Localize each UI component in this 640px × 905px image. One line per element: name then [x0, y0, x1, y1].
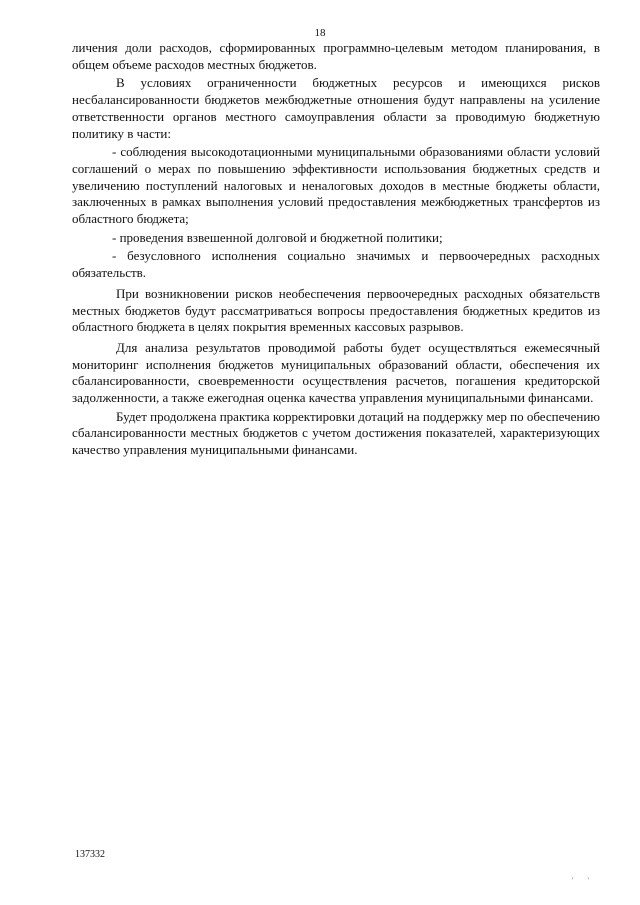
- list-item-agreements: - соблюдения высокодотационными муниципальными образованиями области условий соглашений о мерах по повышению эффективности использования бюджетных средств и увеличению поступлений налоговых и неналоговых доходов в местные бюджеты области, заключенных в рамках выполнения условий предоставления межбюджетных трансфертов из областного бюджета;: [72, 144, 600, 227]
- document-body: [72, 40, 600, 461]
- paragraph-monitoring: Для анализа результатов проводимой работы будет осуществляться ежемесячный мониторинг исполнения бюджетов муниципальных образований области, обеспечения их сбалансированности, своевременности осуществления расчетов, погашения кредиторской задолженности, а также ежегодная оценка качества управления муниципальными финансами.: [72, 339, 600, 406]
- page-number: 18: [314, 27, 326, 39]
- list-item-obligations: - безусловного исполнения социально значимых и первоочередных расходных обязательств.: [72, 248, 600, 281]
- scan-marks: ' ': [572, 876, 595, 885]
- list-item-debt-policy: - проведения взвешенной долговой и бюджетной политики;: [112, 229, 443, 245]
- document-id: 137332: [75, 849, 105, 860]
- paragraph-subsidy-adjustment: Будет продолжена практика корректировки дотаций на поддержку мер по обеспечению сбалансированности местных бюджетов с учетом достижения показателей, характеризующих качество управления муниципальными финансами.: [72, 408, 600, 458]
- paragraph-continuation: личения доли расходов, сформированных программно-целевым методом планирования, в общем объеме расходов местных бюджетов.: [72, 40, 600, 72]
- paragraph-budget-risks: В условиях ограниченности бюджетных ресурсов и имеющихся рисков несбалансированности бюджетов межбюджетные отношения будут направлены на усиление ответственности органов местного самоуправления области за проводимую бюджетную политику в части:: [72, 75, 600, 141]
- paragraph-budget-credits: При возникновении рисков необеспечения первоочередных расходных обязательств местных бюджетов будут рассматриваться вопросы предоставления бюджетных кредитов из областного бюджета в целях покрытия временных кассовых разрывов.: [72, 285, 600, 335]
